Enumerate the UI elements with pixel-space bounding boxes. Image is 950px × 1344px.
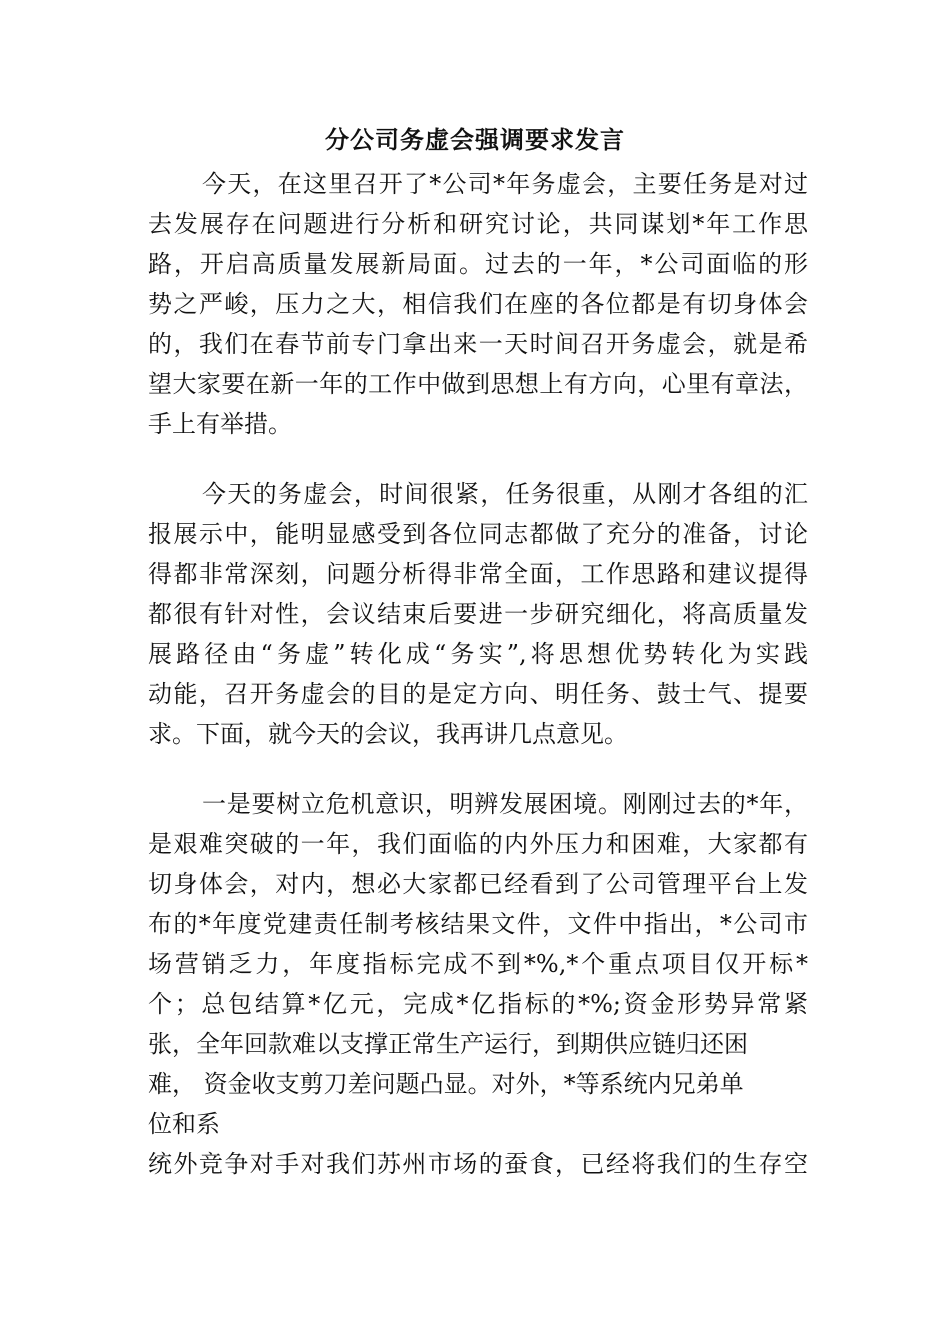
text-line: 动能，召开务虚会的目的是定方向、明任务、鼓士气、提要 [148,680,808,708]
text-line: 场营销乏力，年度指标完成不到*%,*个重点项目仅开标* [148,950,808,978]
text-line: 路，开启高质量发展新局面。过去的一年，*公司面临的形 [148,250,808,278]
text-line: 统外竞争对手对我们苏州市场的蚕食，已经将我们的生存空 [148,1150,808,1178]
text-line: 难， 资金收支剪刀差问题凸显。对外，*等系统内兄弟单 [148,1070,744,1098]
text-line: 势之严峻，压力之大，相信我们在座的各位都是有切身体会 [148,290,808,318]
paragraph-3 [148,784,808,1184]
text-line: 得都非常深刻，问题分析得非常全面，工作思路和建议提得 [148,560,808,588]
text-line: 位和系 [148,1110,220,1138]
text-line: 一是要树立危机意识，明辨发展困境。刚刚过去的*年， [202,790,808,818]
text-line: 个；总包结算*亿元，完成*亿指标的*%;资金形势异常紧 [148,990,808,1018]
text-line: 去发展存在问题进行分析和研究讨论，共同谋划*年工作思 [148,210,808,238]
paragraph-1 [148,164,808,444]
text-line: 求。下面，就今天的会议，我再讲几点意见。 [148,720,628,748]
text-line: 今天，在这里召开了*公司*年务虚会，主要任务是对过 [202,170,808,198]
text-line: 的，我们在春节前专门拿出来一天时间召开务虚会，就是希 [148,330,808,358]
paragraph-2 [148,474,808,754]
document-title: 分公司务虚会强调要求发言 [325,125,625,154]
text-line: 是艰难突破的一年，我们面临的内外压力和困难，大家都有 [148,830,808,858]
text-line: 今天的务虚会，时间很紧，任务很重，从刚才各组的汇 [202,480,808,508]
text-line: 切身体会，对内，想必大家都已经看到了公司管理平台上发 [148,870,808,898]
document-body [148,164,808,1184]
text-line: 张，全年回款难以支撑正常生产运行，到期供应链归还困 [148,1030,748,1058]
text-line: 布的*年度党建责任制考核结果文件，文件中指出，*公司市 [148,910,808,938]
text-line: 望大家要在新一年的工作中做到思想上有方向，心里有章法， [148,370,808,398]
text-line: 报展示中，能明显感受到各位同志都做了充分的准备，讨论 [148,520,808,548]
text-line: 都很有针对性，会议结束后要进一步研究细化，将高质量发 [148,600,808,628]
text-line: 展路径由“务虚”转化成“务实”,将思想优势转化为实践 [148,640,808,668]
text-line: 手上有举措。 [148,410,292,438]
